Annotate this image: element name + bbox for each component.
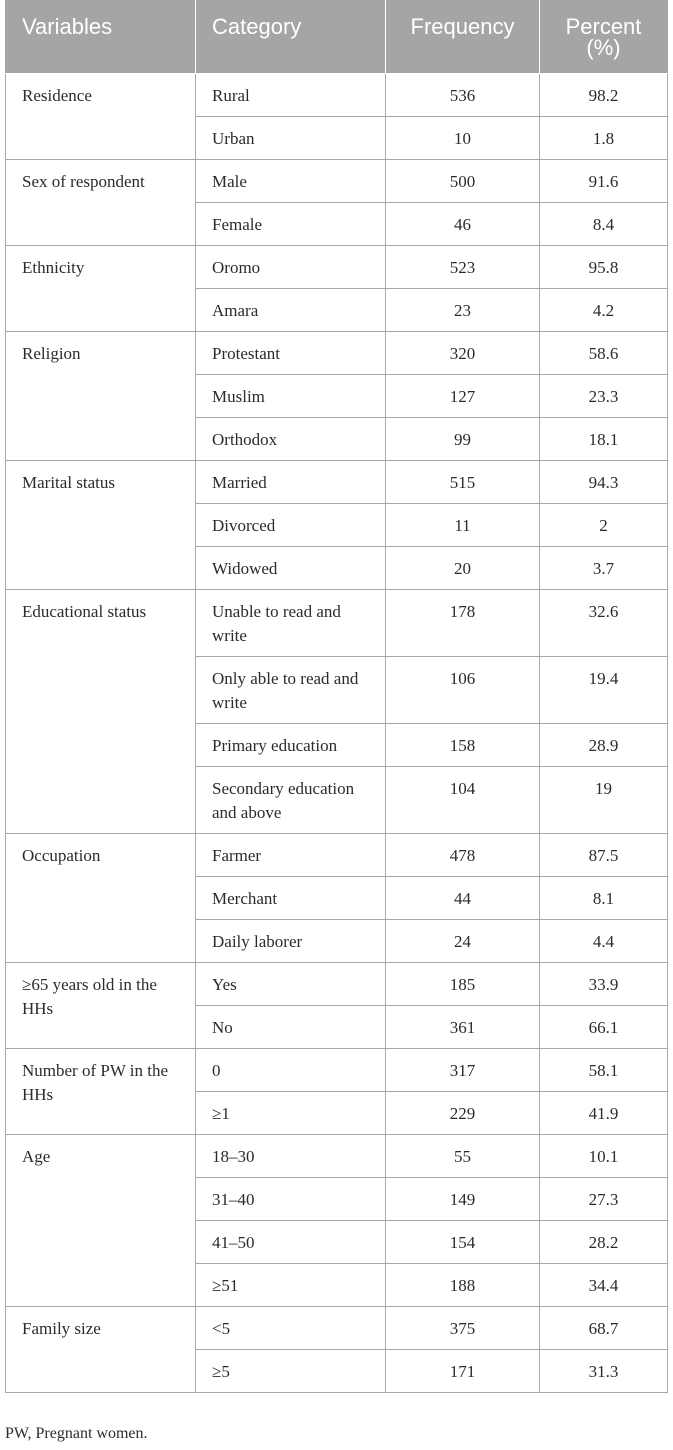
variable-cell: ≥65 years old in the HHs — [6, 962, 196, 1048]
data-table — [5, 0, 668, 1393]
percent-cell: 66.1 — [540, 1005, 668, 1048]
table-row — [6, 331, 668, 374]
variable-cell: Ethnicity — [6, 245, 196, 331]
frequency-cell: 515 — [386, 460, 540, 503]
percent-cell: 91.6 — [540, 159, 668, 202]
header-percent-line1: Percent — [565, 14, 642, 39]
category-cell: Muslim — [196, 374, 386, 417]
percent-cell: 18.1 — [540, 417, 668, 460]
category-cell: Widowed — [196, 546, 386, 589]
table-body — [6, 73, 668, 1392]
category-cell: Only able to read and write — [196, 656, 386, 723]
frequency-cell: 46 — [386, 202, 540, 245]
frequency-cell: 375 — [386, 1306, 540, 1349]
header-variables: Variables — [6, 0, 196, 73]
percent-cell: 94.3 — [540, 460, 668, 503]
frequency-cell: 185 — [386, 962, 540, 1005]
variable-cell: Marital status — [6, 460, 196, 589]
frequency-cell: 158 — [386, 723, 540, 766]
category-cell: Yes — [196, 962, 386, 1005]
percent-cell: 27.3 — [540, 1177, 668, 1220]
frequency-cell: 149 — [386, 1177, 540, 1220]
percent-cell: 31.3 — [540, 1349, 668, 1392]
frequency-cell: 320 — [386, 331, 540, 374]
category-cell: Secondary education and above — [196, 766, 386, 833]
percent-cell: 1.8 — [540, 116, 668, 159]
frequency-cell: 23 — [386, 288, 540, 331]
category-cell: <5 — [196, 1306, 386, 1349]
variable-cell: Family size — [6, 1306, 196, 1392]
category-cell: No — [196, 1005, 386, 1048]
percent-cell: 10.1 — [540, 1134, 668, 1177]
category-cell: Daily laborer — [196, 919, 386, 962]
percent-cell: 58.1 — [540, 1048, 668, 1091]
percent-cell: 19 — [540, 766, 668, 833]
category-cell: 31–40 — [196, 1177, 386, 1220]
category-cell: ≥1 — [196, 1091, 386, 1134]
variable-cell: Residence — [6, 73, 196, 159]
table-row — [6, 460, 668, 503]
percent-cell: 3.7 — [540, 546, 668, 589]
variable-cell: Occupation — [6, 833, 196, 962]
frequency-cell: 99 — [386, 417, 540, 460]
category-cell: ≥51 — [196, 1263, 386, 1306]
category-cell: Male — [196, 159, 386, 202]
header-category: Category — [196, 0, 386, 73]
frequency-cell: 55 — [386, 1134, 540, 1177]
category-cell: 41–50 — [196, 1220, 386, 1263]
header-percent — [540, 0, 668, 73]
frequency-cell: 478 — [386, 833, 540, 876]
category-cell: Female — [196, 202, 386, 245]
percent-cell: 58.6 — [540, 331, 668, 374]
frequency-cell: 178 — [386, 589, 540, 656]
category-cell: Married — [196, 460, 386, 503]
percent-cell: 95.8 — [540, 245, 668, 288]
percent-cell: 98.2 — [540, 73, 668, 116]
category-cell: 0 — [196, 1048, 386, 1091]
category-cell: Merchant — [196, 876, 386, 919]
frequency-cell: 20 — [386, 546, 540, 589]
category-cell: Oromo — [196, 245, 386, 288]
category-cell: Urban — [196, 116, 386, 159]
frequency-cell: 361 — [386, 1005, 540, 1048]
category-cell: Primary education — [196, 723, 386, 766]
table-footnote: PW, Pregnant women. — [5, 1425, 148, 1442]
percent-cell: 87.5 — [540, 833, 668, 876]
category-cell: 18–30 — [196, 1134, 386, 1177]
header-percent-line2: (%) — [586, 35, 621, 60]
percent-cell: 8.1 — [540, 876, 668, 919]
percent-cell: 32.6 — [540, 589, 668, 656]
percent-cell: 4.4 — [540, 919, 668, 962]
table-row — [6, 833, 668, 876]
percent-cell: 33.9 — [540, 962, 668, 1005]
frequency-cell: 24 — [386, 919, 540, 962]
frequency-cell: 229 — [386, 1091, 540, 1134]
variable-cell: Age — [6, 1134, 196, 1306]
table-row — [6, 1306, 668, 1349]
percent-cell: 23.3 — [540, 374, 668, 417]
frequency-cell: 188 — [386, 1263, 540, 1306]
frequency-cell: 317 — [386, 1048, 540, 1091]
frequency-cell: 11 — [386, 503, 540, 546]
table-row — [6, 589, 668, 656]
category-cell: Rural — [196, 73, 386, 116]
percent-cell: 4.2 — [540, 288, 668, 331]
table-row — [6, 73, 668, 116]
header-frequency: Frequency — [386, 0, 540, 73]
frequency-cell: 104 — [386, 766, 540, 833]
table-row — [6, 159, 668, 202]
frequency-cell: 500 — [386, 159, 540, 202]
percent-cell: 2 — [540, 503, 668, 546]
variable-cell: Educational status — [6, 589, 196, 833]
table-container — [5, 0, 667, 1393]
category-cell: Orthodox — [196, 417, 386, 460]
table-row — [6, 1134, 668, 1177]
frequency-cell: 44 — [386, 876, 540, 919]
table-row — [6, 962, 668, 1005]
frequency-cell: 10 — [386, 116, 540, 159]
category-cell: ≥5 — [196, 1349, 386, 1392]
percent-cell: 28.9 — [540, 723, 668, 766]
frequency-cell: 106 — [386, 656, 540, 723]
table-row — [6, 245, 668, 288]
category-cell: Amara — [196, 288, 386, 331]
variable-cell: Sex of respondent — [6, 159, 196, 245]
header-row — [6, 0, 668, 73]
table-row — [6, 1048, 668, 1091]
category-cell: Protestant — [196, 331, 386, 374]
frequency-cell: 154 — [386, 1220, 540, 1263]
variable-cell: Religion — [6, 331, 196, 460]
frequency-cell: 127 — [386, 374, 540, 417]
category-cell: Farmer — [196, 833, 386, 876]
percent-cell: 68.7 — [540, 1306, 668, 1349]
frequency-cell: 171 — [386, 1349, 540, 1392]
frequency-cell: 536 — [386, 73, 540, 116]
variable-cell: Number of PW in the HHs — [6, 1048, 196, 1134]
table-header — [6, 0, 668, 73]
percent-cell: 8.4 — [540, 202, 668, 245]
percent-cell: 19.4 — [540, 656, 668, 723]
percent-cell: 34.4 — [540, 1263, 668, 1306]
percent-cell: 41.9 — [540, 1091, 668, 1134]
percent-cell: 28.2 — [540, 1220, 668, 1263]
frequency-cell: 523 — [386, 245, 540, 288]
category-cell: Unable to read and write — [196, 589, 386, 656]
category-cell: Divorced — [196, 503, 386, 546]
